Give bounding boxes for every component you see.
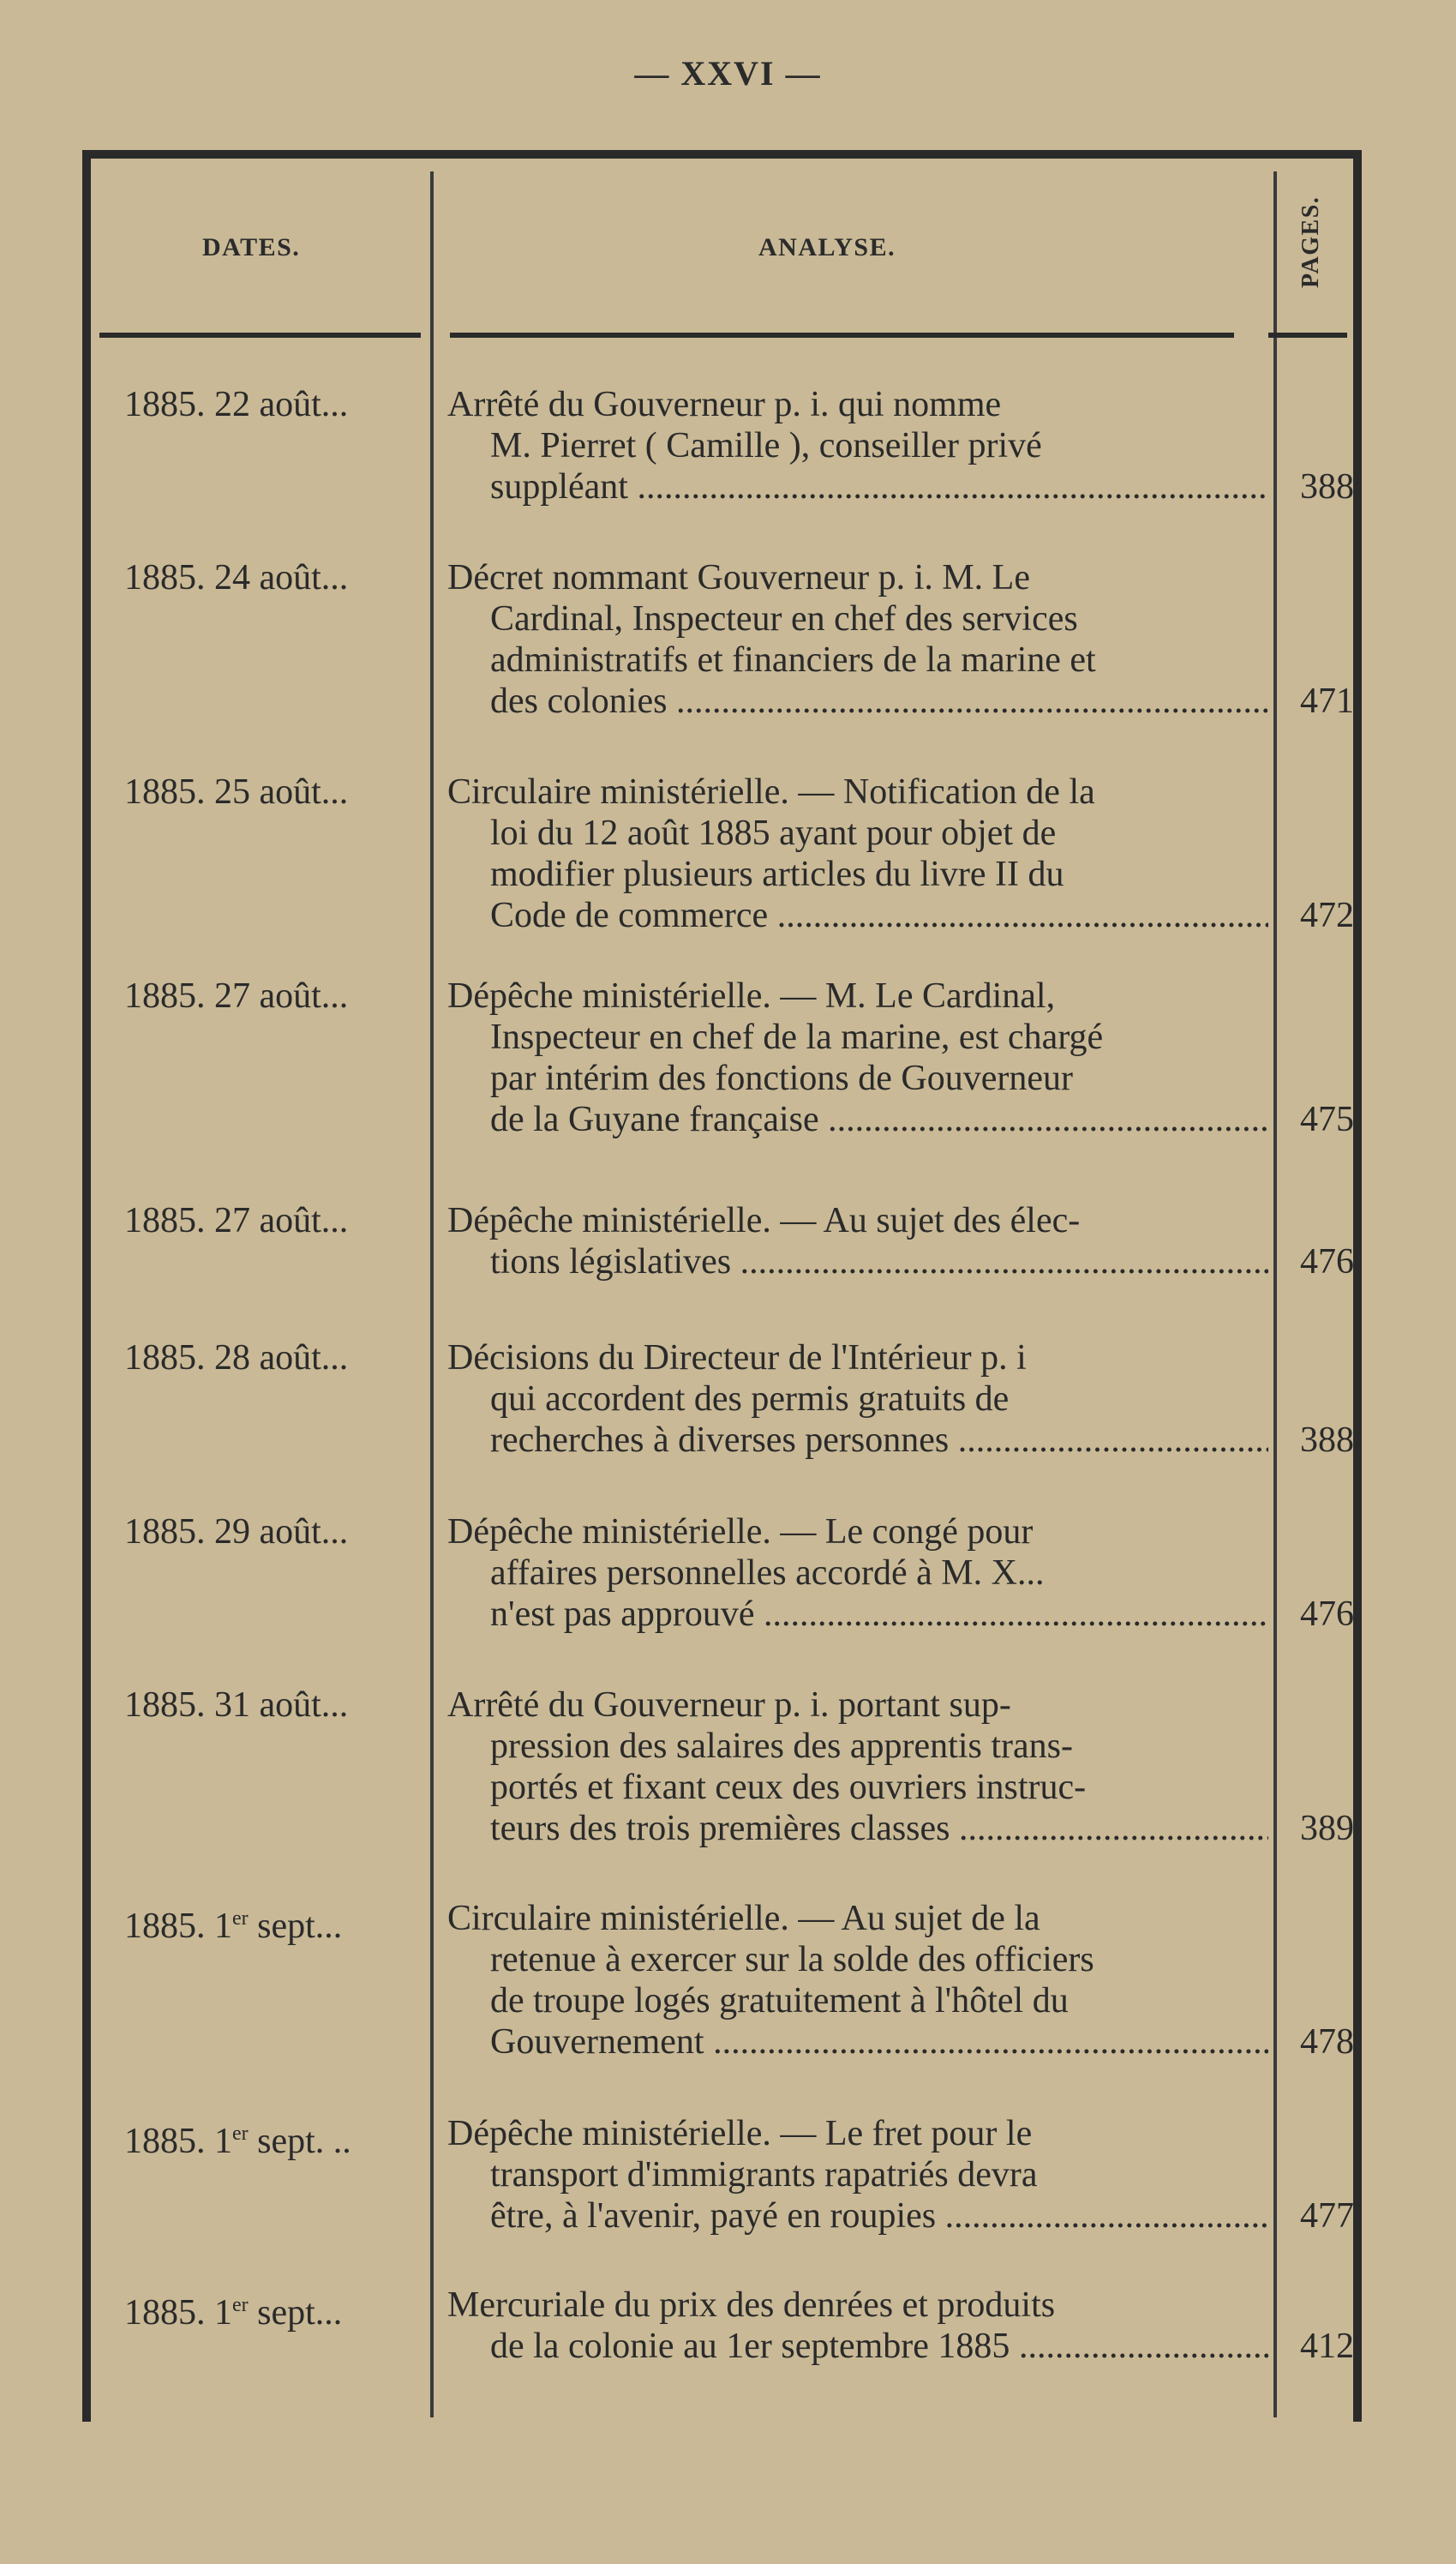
analysis-line: qui accordent des permis gratuits de bbox=[490, 1379, 1010, 1419]
table-top-rule bbox=[82, 150, 1362, 159]
analysis-line: pression des salaires des apprentis trans- bbox=[490, 1726, 1073, 1766]
row-analysis bbox=[447, 1200, 1268, 1282]
row-date-main: 1885. 1 bbox=[124, 2293, 232, 2333]
row-page-number: 471 bbox=[1300, 682, 1354, 721]
row-analysis bbox=[447, 772, 1268, 936]
table-right-border bbox=[1353, 150, 1362, 2422]
analysis-line: Arrêté du Gouverneur p. i. qui nomme bbox=[447, 385, 1002, 424]
analysis-line: loi du 12 août 1885 ayant pour objet de bbox=[490, 814, 1057, 853]
analysis-line: Circulaire ministérielle. — Au sujet de la bbox=[447, 1899, 1040, 1938]
row-date-main: 1885. 1 bbox=[124, 2122, 232, 2161]
column-divider-dates bbox=[430, 171, 434, 2417]
row-date-sup: er bbox=[232, 2123, 249, 2145]
row-analysis bbox=[447, 1684, 1268, 1849]
analysis-line: teurs des trois premières classes ..... bbox=[447, 1808, 1268, 1849]
header-rule-analyse bbox=[450, 333, 1234, 338]
row-date: 1885. 29 août... bbox=[124, 1512, 349, 1552]
analysis-line: par intérim des fonctions de Gouverneur bbox=[490, 1059, 1073, 1098]
analysis-line: Gouvernement ..... bbox=[447, 2021, 1268, 2063]
table-left-border bbox=[82, 150, 91, 2422]
row-analysis bbox=[447, 1511, 1268, 1635]
row-analysis bbox=[447, 2285, 1268, 2367]
header-rule-pages bbox=[1268, 333, 1347, 338]
analysis-line: de troupe logés gratuitement à l'hôtel du bbox=[490, 1981, 1069, 2021]
analysis-line: Décisions du Directeur de l'Intérieur p. i bbox=[447, 1338, 1027, 1378]
row-date-main: 1885. 1 bbox=[124, 1906, 232, 1946]
row-page-number: 472 bbox=[1300, 896, 1354, 935]
analysis-line: de la Guyane française ..... bbox=[447, 1099, 1268, 1140]
analysis-line: Circulaire ministérielle. — Notification de la bbox=[447, 772, 1095, 812]
analysis-line: Cardinal, Inspecteur en chef des services bbox=[490, 599, 1078, 639]
column-divider-pages bbox=[1273, 171, 1277, 2417]
row-page-number: 476 bbox=[1300, 1242, 1354, 1282]
row-analysis bbox=[447, 976, 1268, 1140]
analysis-line: Arrêté du Gouverneur p. i. portant sup- bbox=[447, 1685, 1011, 1725]
row-analysis bbox=[447, 557, 1268, 722]
analysis-line: M. Pierret ( Camille ), conseiller privé bbox=[490, 426, 1042, 465]
row-date bbox=[124, 2113, 433, 2162]
row-page-number: 388 bbox=[1300, 1420, 1354, 1460]
analysis-line: portés et fixant ceux des ouvriers instruc- bbox=[490, 1768, 1087, 1807]
row-page-number: 412 bbox=[1300, 2327, 1354, 2366]
row-date: 1885. 27 août... bbox=[124, 976, 349, 1016]
page-header: — XXVI — bbox=[634, 54, 822, 93]
analysis-line: retenue à exercer sur la solde des officiers bbox=[490, 1940, 1094, 1979]
analysis-line: des colonies ..... bbox=[447, 681, 1268, 722]
row-page-number: 478 bbox=[1300, 2022, 1354, 2062]
row-date-tail: sept. .. bbox=[248, 2122, 351, 2161]
row-page-number: 477 bbox=[1300, 2196, 1354, 2236]
row-date bbox=[124, 2285, 433, 2333]
analysis-line: Dépêche ministérielle. — Le fret pour le bbox=[447, 2114, 1033, 2153]
analysis-line: Décret nommant Gouverneur p. i. M. Le bbox=[447, 558, 1030, 597]
row-date: 1885. 31 août... bbox=[124, 1685, 349, 1725]
analysis-line: Dépêche ministérielle. — Au sujet des élec- bbox=[447, 1201, 1081, 1240]
row-analysis bbox=[447, 1898, 1268, 2063]
analysis-line: administratifs et financiers de la marine et bbox=[490, 640, 1096, 680]
analysis-line: de la colonie au 1er septembre 1885 ..... bbox=[447, 2326, 1268, 2367]
row-analysis bbox=[447, 384, 1268, 507]
analysis-line: modifier plusieurs articles du livre II du bbox=[490, 855, 1064, 894]
row-date: 1885. 22 août... bbox=[124, 385, 349, 424]
analysis-line: Dépêche ministérielle. — M. Le Cardinal, bbox=[447, 976, 1056, 1016]
row-date: 1885. 24 août... bbox=[124, 558, 349, 597]
analysis-line: affaires personnelles accordé à M. X... bbox=[490, 1553, 1045, 1593]
row-date-sup: er bbox=[232, 2294, 249, 2316]
header-analyse: ANALYSE. bbox=[758, 233, 896, 261]
row-analysis bbox=[447, 1337, 1268, 1461]
analysis-line: Mercuriale du prix des denrées et produits bbox=[447, 2285, 1056, 2325]
analysis-line: être, à l'avenir, payé en roupies ..... bbox=[447, 2195, 1268, 2237]
row-date: 1885. 27 août... bbox=[124, 1201, 349, 1240]
row-analysis bbox=[447, 2113, 1268, 2237]
row-date: 1885. 28 août... bbox=[124, 1338, 349, 1378]
analysis-line: recherches à diverses personnes ..... bbox=[447, 1420, 1268, 1461]
analysis-line: Inspecteur en chef de la marine, est chargé bbox=[490, 1018, 1104, 1057]
analysis-line: tions législatives ..... bbox=[447, 1241, 1268, 1282]
row-date bbox=[124, 1898, 433, 1947]
header-rule-dates bbox=[99, 333, 421, 338]
row-page-number: 476 bbox=[1300, 1594, 1354, 1634]
row-date-sup: er bbox=[232, 1907, 249, 1930]
analysis-line: n'est pas approuvé ..... bbox=[447, 1594, 1268, 1635]
analysis-line: Dépêche ministérielle. — Le congé pour bbox=[447, 1512, 1034, 1552]
analysis-line: suppléant ..... bbox=[447, 466, 1268, 507]
header-pages: PAGES. bbox=[1297, 195, 1324, 289]
row-date-tail: sept... bbox=[248, 2293, 343, 2333]
row-page-number: 388 bbox=[1300, 467, 1354, 507]
analysis-line: transport d'immigrants rapatriés devra bbox=[490, 2155, 1038, 2195]
row-date-tail: sept... bbox=[248, 1906, 343, 1946]
analysis-line: Code de commerce ..... bbox=[447, 895, 1268, 936]
row-date: 1885. 25 août... bbox=[124, 772, 349, 812]
row-page-number: 389 bbox=[1300, 1809, 1354, 1848]
row-page-number: 475 bbox=[1300, 1100, 1354, 1139]
header-dates: DATES. bbox=[202, 233, 301, 261]
